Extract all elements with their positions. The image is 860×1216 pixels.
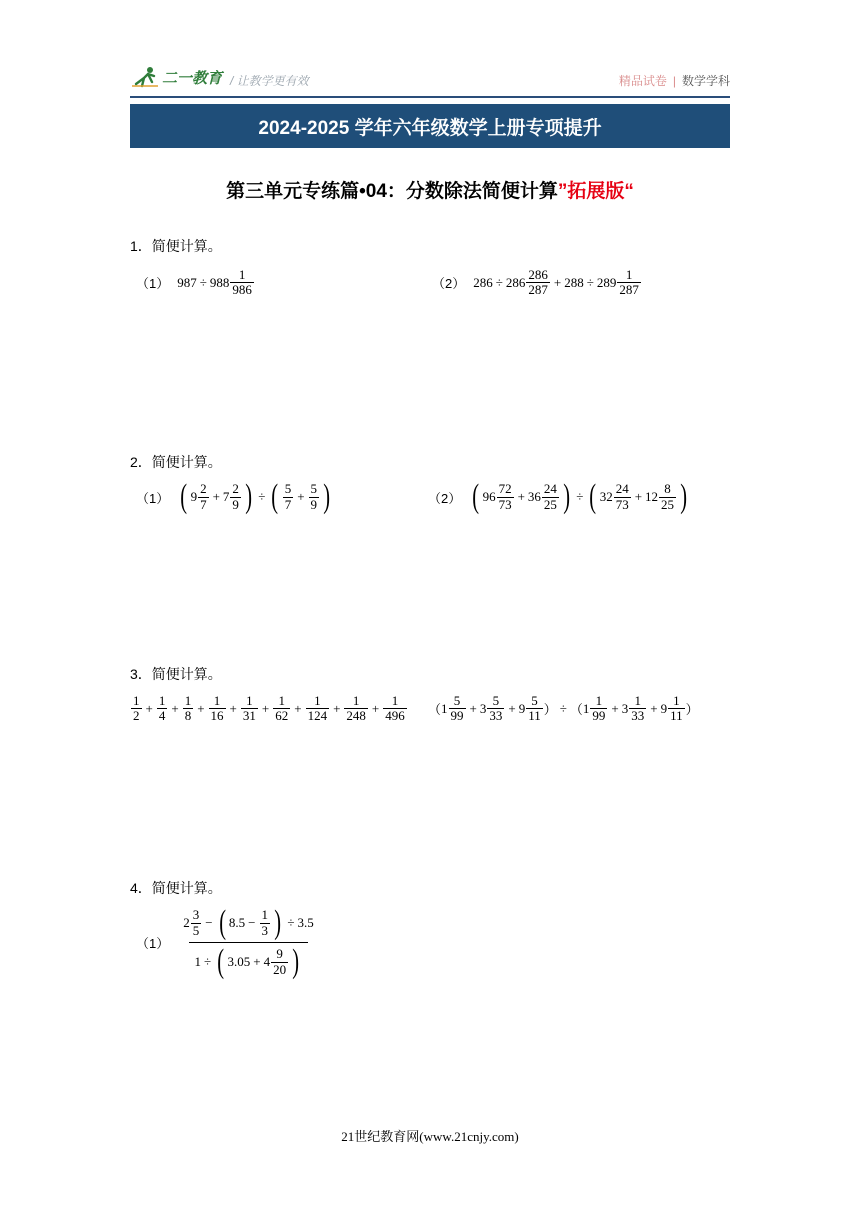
fraction: $\frac{1}{16}$ [210, 693, 224, 724]
fraction: $\frac{8}{25}$ [661, 481, 675, 512]
fraction: $\frac{286}{287}$ [528, 267, 548, 298]
number: 987 [177, 274, 197, 290]
fraction: $\frac{1}{99}$ [592, 693, 606, 724]
subtitle-red: ”拓展版“ [557, 181, 634, 202]
question-2-title: 2．简便计算。 [130, 454, 222, 470]
q1-problem-1 [136, 268, 255, 298]
q4-problem-1 [136, 906, 320, 979]
header-tags [619, 72, 730, 89]
fraction: $\frac{1}{62}$ [275, 693, 289, 724]
operator: ÷ [495, 274, 503, 290]
slogan: / 让教学更有效 [230, 74, 309, 88]
fraction: $\frac{1}{986}$ [232, 267, 252, 298]
fraction: $\frac{1}{248}$ [346, 693, 366, 724]
operator: + [553, 274, 562, 290]
page-subtitle [130, 176, 730, 203]
page-header [130, 60, 730, 98]
operator: + [229, 700, 237, 716]
fraction: $\frac{1}{4}$ [158, 693, 166, 724]
number: 286 [473, 274, 493, 290]
label: （1） [136, 936, 170, 951]
q2-problem-2: （2） ( 96 $\frac{72}{73}$ + 36 $\frac{24}{25}$ ) ÷ ( 32 $\frac{24}{73}$ + 12 $\frac{8}{25}$ ) [428, 478, 688, 515]
operator: + [197, 700, 205, 716]
q1-problem-2 [432, 268, 642, 298]
number: 9 [190, 489, 198, 504]
label: （2） [428, 490, 462, 506]
fraction: $\frac{1}{287}$ [619, 267, 639, 298]
q3-problem-1 [130, 694, 408, 724]
operator: + [371, 700, 380, 716]
q3-problem-2: （ 1 $\frac{5}{99}$ + 3 $\frac{5}{33}$ + 9 $\frac{5}{11}$ ） ÷ （ 1 $\frac{1}{99}$ + 3 $\frac{1}{33}$ + 9 $\frac{1}{11}$ ） [428, 693, 699, 724]
tag-subject: 数学学科 [681, 74, 730, 88]
fraction: $\frac{5}{33}$ [489, 693, 503, 724]
footer: 21世纪教育网(www.21cnjy.com) [341, 1129, 519, 1144]
fraction: $\frac{2}{7}$ [200, 481, 207, 512]
fraction: $\frac{5}{7}$ [284, 481, 292, 512]
brand-name: 二一教育 [162, 69, 223, 87]
fraction: $\frac{2}{9}$ [232, 481, 239, 512]
question-3-title: 3．简便计算。 [130, 666, 222, 682]
fraction: $\frac{1}{2}$ [133, 693, 140, 724]
number: 7 [222, 489, 230, 504]
fraction: $\frac{1}{124}$ [307, 693, 328, 724]
logo [130, 66, 222, 88]
q2-problem-1: （1） ( 9 $\frac{2}{7}$ + 7 $\frac{2}{9}$ ) ÷ ( $\frac{5}{7}$ + $\frac{5}{9}$ ) [136, 478, 331, 515]
question-4-title: 4．简便计算。 [130, 880, 222, 896]
label: （2） [432, 276, 466, 292]
fraction: $\frac{24}{73}$ [615, 481, 629, 512]
number: 988 [209, 274, 230, 290]
subtitle-main: 第三单元专练篇•04：分数除法简便计算 [226, 181, 558, 202]
operator: ÷ [586, 274, 594, 290]
operator: + [333, 700, 341, 716]
label: （1） [136, 490, 170, 506]
fraction: $\frac{1}{11}$ [670, 693, 683, 724]
fraction: $\frac{1}{33}$ [631, 693, 645, 724]
fraction: $\frac{5}{11}$ [528, 693, 541, 724]
number: 289 [596, 274, 617, 290]
operator: + [171, 700, 179, 716]
complex-fraction: 2 $\frac{3}{5}$ − ( 8.5 − $\frac{1}{3}$ ) ÷ 3.5 1 ÷ ( 3.05 + 4 $\frac{9}{20}$ ) [183, 904, 314, 980]
fraction: $\frac{5}{9}$ [310, 481, 318, 512]
number: 286 [505, 274, 526, 290]
fraction: $\frac{5}{99}$ [450, 693, 464, 724]
operator: ÷ [199, 274, 207, 290]
question-1-title: 1．简便计算。 [130, 238, 222, 254]
fraction: $\frac{72}{73}$ [498, 481, 512, 512]
label: （1） [136, 276, 170, 292]
fraction: $\frac{24}{25}$ [543, 481, 557, 512]
number: 288 [564, 274, 584, 290]
operator: + [145, 700, 153, 716]
operator: + [294, 700, 302, 716]
tag-quality: 精品试卷 [618, 74, 667, 88]
operator: + [261, 700, 270, 716]
fraction: $\frac{1}{8}$ [184, 693, 192, 724]
tag-separator: | [672, 74, 676, 88]
runner-logo-icon [130, 66, 160, 88]
fraction: $\frac{1}{496}$ [385, 693, 405, 724]
fraction: $\frac{1}{31}$ [242, 693, 256, 724]
title-banner: 2024-2025 学年六年级数学上册专项提升 [130, 104, 730, 148]
